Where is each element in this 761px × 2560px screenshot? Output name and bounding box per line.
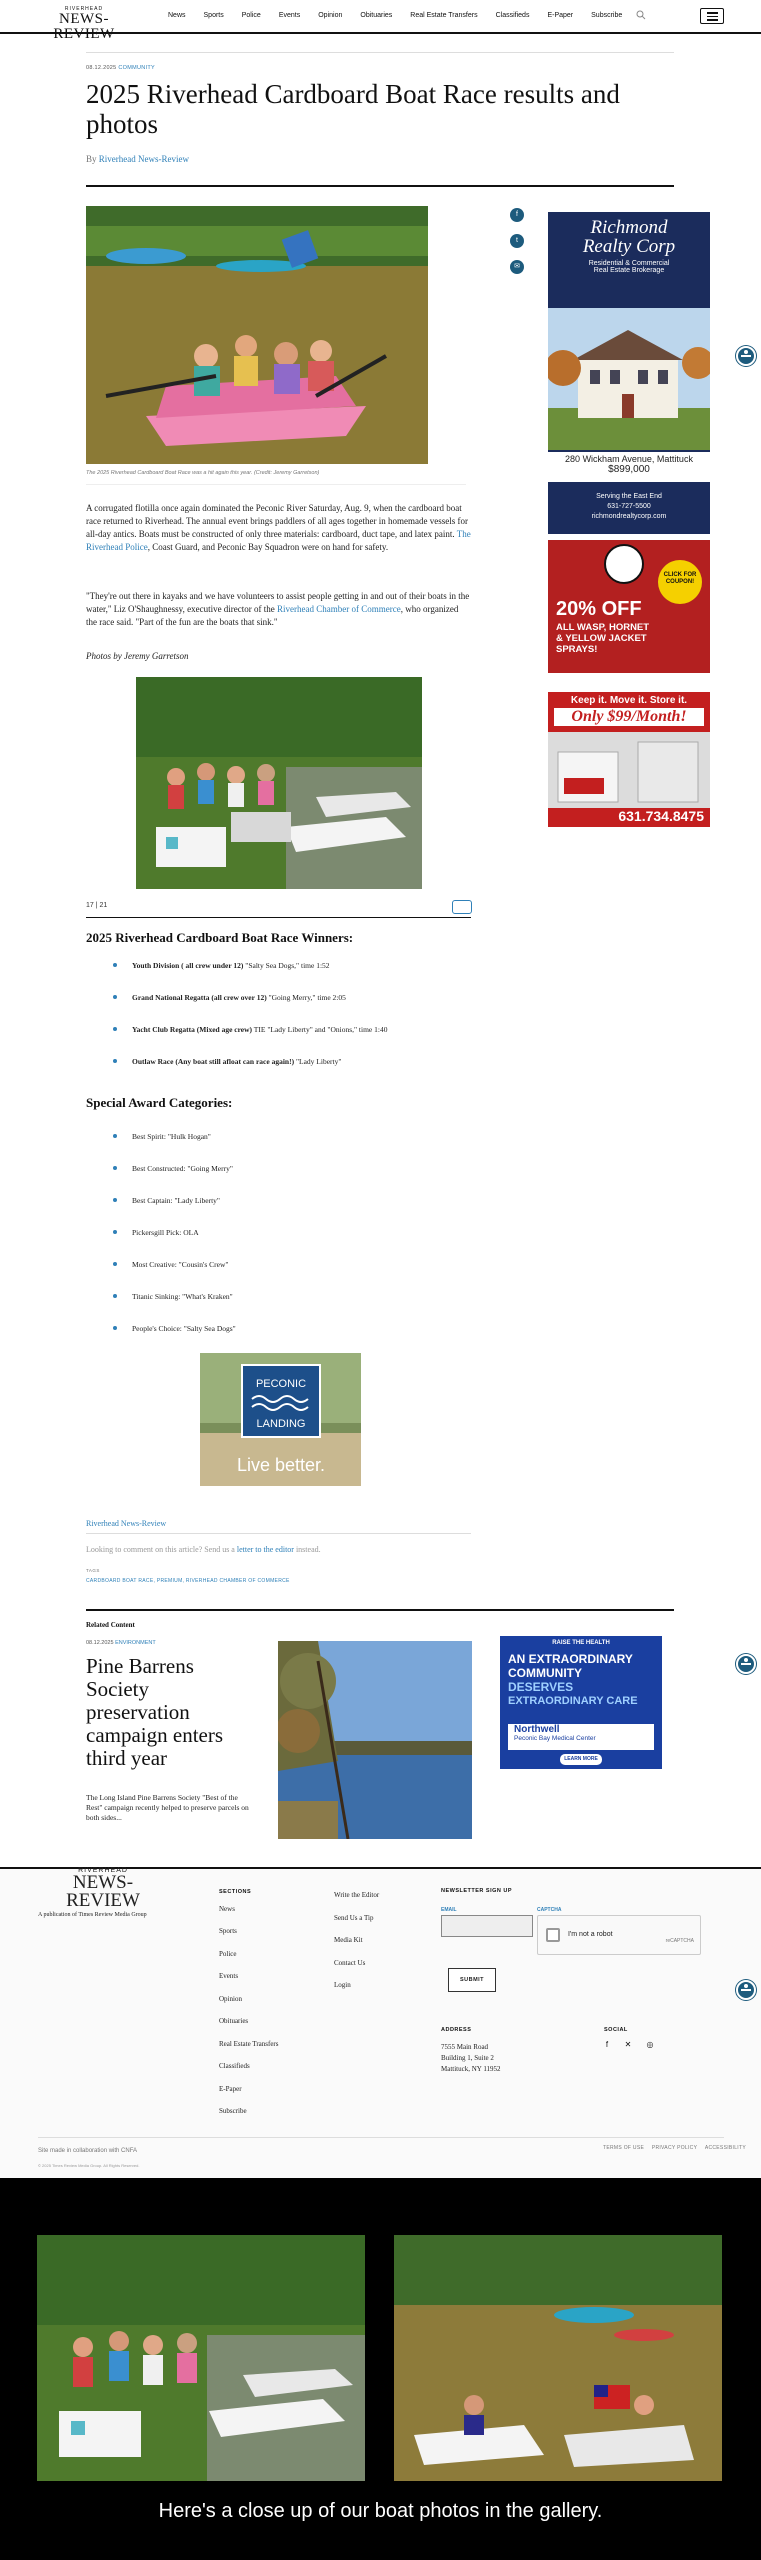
ad-phone: 631.734.8475 (618, 808, 704, 824)
ad-storage-photo (548, 732, 710, 808)
letter-to-editor-link[interactable]: letter to the editor (236, 1545, 294, 1554)
related-title[interactable]: Pine Barrens Society preservation campaign enters third year (86, 1654, 224, 1770)
closeup-photo-1 (37, 2235, 365, 2481)
footer-logo-small: RIVERHEAD (78, 1867, 128, 1874)
bullet-icon (113, 1228, 121, 1236)
footer-link-police[interactable]: Police (219, 1950, 237, 1958)
newsletter-heading: NEWSLETTER SIGN UP (441, 1888, 513, 1894)
article-date: 08.12.2025 (86, 65, 117, 71)
article-title: 2025 Riverhead Cardboard Boat Race results and photos (86, 79, 620, 139)
footer-link-epaper[interactable]: E-Paper (219, 2085, 242, 2093)
richmond-realty-ad[interactable] (548, 212, 710, 534)
article-dateline (86, 65, 155, 71)
related-category[interactable]: ENVIRONMENT (115, 1640, 156, 1646)
recaptcha-widget (537, 1915, 701, 1955)
bullet-icon (113, 1132, 121, 1140)
ad-brand-sub: Peconic Bay Medical Center (514, 1735, 596, 1742)
winner-item (132, 961, 492, 970)
address-heading: ADDRESS (441, 2027, 472, 2033)
accessibility-icon[interactable] (736, 1980, 756, 2000)
winner-division: Grand National Regatta (all crew over 12) (132, 993, 267, 1002)
email-share-icon[interactable]: ✉ (510, 260, 524, 274)
ad-tagline: Live better. (236, 1455, 326, 1475)
ad-line: DESERVES (508, 1680, 574, 1694)
nav-news[interactable]: News (168, 12, 186, 19)
tags-label: TAGS (86, 1568, 100, 1573)
footer-publication: A publication of Times Review Media Group (38, 1912, 147, 1918)
winner-division: Yacht Club Regatta (Mixed age crew) (132, 1025, 253, 1034)
ad-line: ALL WASP, HORNET (556, 622, 650, 633)
bullet-icon (113, 1324, 121, 1332)
footer-link-events[interactable]: Events (219, 1972, 239, 1980)
winner-division: Youth Division ( all crew under 12) (132, 961, 244, 970)
ad-text: Residential & Commercial (588, 260, 670, 267)
winner-item (132, 993, 492, 1002)
nav-real-estate-transfers[interactable]: Real Estate Transfers (410, 12, 478, 19)
paragraph-text: "They're out there in kayaks and we have volunteers to assist people getting in and out of their boats in the water," Liz O'Shaughnessy, executive director of the (86, 591, 470, 614)
nav-obituaries[interactable]: Obituaries (360, 12, 393, 19)
ad-website: richmondrealtycorp.com (591, 513, 667, 520)
ad-brand-box (508, 1724, 654, 1750)
related-excerpt: The Long Island Pine Barrens Society "Best of the Rest" campaign recently helped to preserve parcels on both sides... (86, 1793, 249, 1822)
winner-result: TIE "Lady Liberty" and "Onions," time 1:40 (252, 1025, 388, 1034)
site-header (0, 0, 761, 42)
footer-link-news[interactable]: News (219, 1905, 235, 1913)
ad-contact (548, 492, 710, 522)
twitter-share-icon[interactable]: t (510, 234, 524, 248)
award-item: Best Constructed: "Going Merry" (132, 1164, 233, 1173)
footer-link-sports[interactable]: Sports (219, 1927, 237, 1935)
comment-notice (86, 1545, 321, 1554)
footer-credit[interactable]: Site made in collaboration with CNFA (38, 2148, 138, 2154)
bullet-icon (113, 1164, 121, 1172)
coupon-badge[interactable]: CLICK FOR COUPON! (658, 560, 702, 604)
related-date: 08.12.2025 (86, 1640, 114, 1646)
instagram-icon[interactable]: ◎ (646, 2040, 654, 2049)
footer-link-write-editor[interactable]: Write the Editor (334, 1891, 380, 1899)
ad-house-photo (548, 308, 710, 450)
award-item: Titanic Sinking: "What's Kraken" (132, 1292, 233, 1301)
chamber-of-commerce-link[interactable]: Riverhead Chamber of Commerce (277, 604, 401, 614)
ad-address: 280 Wickham Avenue, Mattituck (565, 454, 693, 464)
address-line: Building 1, Suite 2 (441, 2054, 494, 2062)
accessibility-icon[interactable] (736, 346, 756, 366)
gallery-expand-icon[interactable] (452, 900, 472, 914)
closeup-caption: Here's a close up of our boat photos in the gallery. (158, 2500, 603, 2522)
gallery-counter: 17 | 21 (86, 902, 108, 909)
logo-small-text: RIVERHEAD (64, 6, 104, 12)
nav-police[interactable]: Police (241, 12, 261, 19)
email-label: EMAIL (441, 1907, 457, 1913)
divider (86, 1609, 674, 1611)
social-heading: SOCIAL (604, 2027, 628, 2033)
related-photo[interactable] (278, 1641, 472, 1839)
twitter-icon[interactable]: ✕ (624, 2040, 632, 2049)
ad-text: Serving the East End (596, 493, 662, 500)
paragraph-text: , Coast Guard, and Peconic Bay Squadron were on hand for safety. (147, 542, 389, 552)
privacy-link[interactable]: PRIVACY POLICY (651, 2145, 698, 2151)
ad-logo (604, 544, 644, 584)
footer-link-send-tip[interactable]: Send Us a Tip (334, 1914, 374, 1922)
photo-caption: The 2025 Riverhead Cardboard Boat Race was a hit again this year. (Credit: Jeremy Garretson) (86, 470, 320, 476)
award-item: People's Choice: "Salty Sea Dogs" (132, 1324, 236, 1333)
tags-list[interactable]: CARDBOARD BOAT RACE, PREMIUM, RIVERHEAD CHAMBER OF COMMERCE (86, 1578, 290, 1584)
winner-item (132, 1057, 492, 1066)
divider (86, 484, 466, 485)
body-paragraph-1 (86, 502, 471, 554)
nav-classifieds[interactable]: Classifieds (495, 12, 530, 19)
ad-discount: 20% OFF (556, 598, 642, 620)
author-link[interactable]: Riverhead News-Review (98, 154, 189, 164)
ad-text: RAISE THE HEALTH (552, 1640, 610, 1646)
main-nav (168, 12, 640, 19)
ad-text: Keep it. Move it. Store it. (570, 695, 688, 706)
bullet-icon (113, 1260, 121, 1268)
ad-title: Realty Corp (582, 236, 676, 257)
comment-text: Looking to comment on this article? Send us a (86, 1545, 235, 1554)
winner-result: "Salty Sea Dogs," time 1:52 (243, 961, 330, 970)
ad-line: & YELLOW JACKET (556, 633, 647, 644)
facebook-share-icon[interactable]: f (510, 208, 524, 222)
related-content-label: Related Content (86, 1621, 135, 1629)
riverhead-police-link[interactable]: The Riverhead Police (86, 529, 471, 552)
related-dateline (86, 1640, 156, 1646)
ad-price: Only $99/Month! (554, 708, 704, 726)
footer-link-classifieds[interactable]: Classifieds (219, 2062, 250, 2070)
award-item: Most Creative: "Cousin's Crew" (132, 1260, 229, 1269)
footer-link-opinion[interactable]: Opinion (219, 1995, 242, 2003)
nav-subscribe[interactable]: Subscribe (591, 12, 623, 19)
email-input[interactable] (441, 1915, 533, 1937)
footer-link-real-estate[interactable]: Real Estate Transfers (219, 2040, 279, 2048)
terms-link[interactable]: TERMS OF USE (603, 2145, 645, 2151)
recaptcha-text: I'm not a robot (568, 1931, 613, 1938)
divider (86, 1533, 471, 1534)
footer-logo-big: NEWS-REVIEW (66, 1872, 140, 1911)
ad-line: COMMUNITY (508, 1666, 582, 1680)
footer-copyright: © 2025 Times Review Media Group. All Rights Reserved. (38, 2163, 140, 2168)
address-line: Mattituck, NY 11952 (441, 2065, 501, 2073)
footer-link-contact[interactable]: Contact Us (334, 1959, 366, 1967)
recaptcha-brand: reCAPTCHA (665, 1938, 694, 1944)
footer-sections-heading: SECTIONS (219, 1889, 252, 1895)
ad-listing (548, 452, 710, 482)
learn-more-button[interactable]: LEARN MORE (560, 1754, 602, 1765)
main-photo[interactable] (86, 206, 428, 464)
wasp-spray-ad[interactable] (548, 540, 710, 673)
ad-text: Real Estate Brokerage (593, 267, 665, 274)
accessibility-icon[interactable] (736, 1654, 756, 1674)
facebook-icon[interactable]: f (605, 2040, 609, 2049)
awards-heading: Special Award Categories: (86, 1095, 233, 1110)
article-category[interactable]: COMMUNITY (118, 65, 155, 71)
bullet-icon (113, 1196, 121, 1204)
closeup-photo-2 (394, 2235, 722, 2481)
body-paragraph-2 (86, 590, 471, 629)
accessibility-link[interactable]: ACCESSIBILITY (704, 2145, 746, 2151)
bullet-icon (113, 961, 121, 969)
winner-result: "Going Merry," time 2:05 (266, 993, 346, 1002)
byline-prefix: By (86, 154, 97, 164)
footer-link-media-kit[interactable]: Media Kit (334, 1936, 363, 1944)
paragraph-text: A corrugated flotilla once again dominated the Peconic River Saturday, Aug. 9, when the cardboard boat race returned to Riverhead. The annual event brings paddlers of all ages together in homemade vessels for all-day antics. Boats must be constructed of only three materials: cardboard, duct tape, and latex paint. (86, 503, 468, 539)
nav-opinion[interactable]: Opinion (318, 12, 343, 19)
search-icon[interactable] (636, 10, 646, 20)
storage-ad[interactable] (548, 692, 710, 827)
ad-line: AN EXTRAORDINARY (508, 1652, 633, 1666)
winner-result: "Lady Liberty" (294, 1057, 342, 1066)
ad-phone: 631-727-5500 (607, 503, 651, 510)
divider (86, 917, 471, 918)
photos-credit: Photos by Jeremy Garretson (86, 651, 189, 661)
footer-address (441, 2042, 501, 2075)
bullet-icon (113, 1025, 121, 1033)
peconic-landing-ad[interactable] (200, 1353, 361, 1486)
address-line: 7555 Main Road (441, 2043, 489, 2051)
ad-text: LANDING (256, 1418, 306, 1430)
divider (86, 52, 674, 53)
submit-button[interactable]: SUBMIT (448, 1968, 496, 1992)
award-item: Pickersgill Pick: OLA (132, 1228, 199, 1237)
bullet-icon (113, 1057, 121, 1065)
footer-link-subscribe[interactable]: Subscribe (219, 2107, 247, 2115)
footer-legal-links (597, 2145, 746, 2151)
ad-line: SPRAYS! (556, 644, 598, 655)
award-item: Best Captain: "Lady Liberty" (132, 1196, 220, 1205)
nav-events[interactable]: Events (278, 12, 301, 19)
captcha-label: CAPTCHA (537, 1907, 562, 1913)
bullet-icon (113, 993, 121, 1001)
recaptcha-checkbox[interactable] (546, 1928, 560, 1942)
bullet-icon (113, 1292, 121, 1300)
nav-epaper[interactable]: E-Paper (547, 12, 574, 19)
byline (86, 154, 189, 164)
divider (38, 2137, 724, 2138)
northwell-ad[interactable] (500, 1636, 662, 1769)
site-logo[interactable] (38, 6, 130, 42)
ad-price: $899,000 (608, 464, 650, 475)
ad-line: EXTRAORDINARY CARE (508, 1695, 638, 1707)
footer-link-obituaries[interactable]: Obituaries (219, 2017, 249, 2025)
divider (86, 185, 674, 187)
winner-item (132, 1025, 492, 1034)
ad-text: PECONIC (255, 1378, 307, 1390)
comment-text: instead. (295, 1545, 321, 1554)
winners-heading: 2025 Riverhead Cardboard Boat Race Winners: (86, 930, 354, 945)
author-footer-link[interactable]: Riverhead News-Review (86, 1519, 167, 1528)
gallery-photo[interactable] (136, 677, 422, 889)
paragraph-text: , who organized the race said. "Part of the fun are the boats that sink." (86, 604, 459, 627)
ad-brand: Northwell (514, 1724, 560, 1735)
ad-text (556, 622, 649, 655)
logo-big-text: NEWS-REVIEW (53, 11, 115, 42)
ad-title: Richmond (590, 217, 668, 238)
footer-link-login[interactable]: Login (334, 1981, 351, 1989)
winner-division: Outlaw Race (Any boat still afloat can race again!) (132, 1057, 295, 1066)
award-item: Best Spirit: "Hulk Hogan" (132, 1132, 211, 1141)
nav-sports[interactable]: Sports (203, 12, 224, 19)
menu-button[interactable] (700, 8, 724, 24)
footer-logo[interactable] (38, 1867, 168, 1918)
